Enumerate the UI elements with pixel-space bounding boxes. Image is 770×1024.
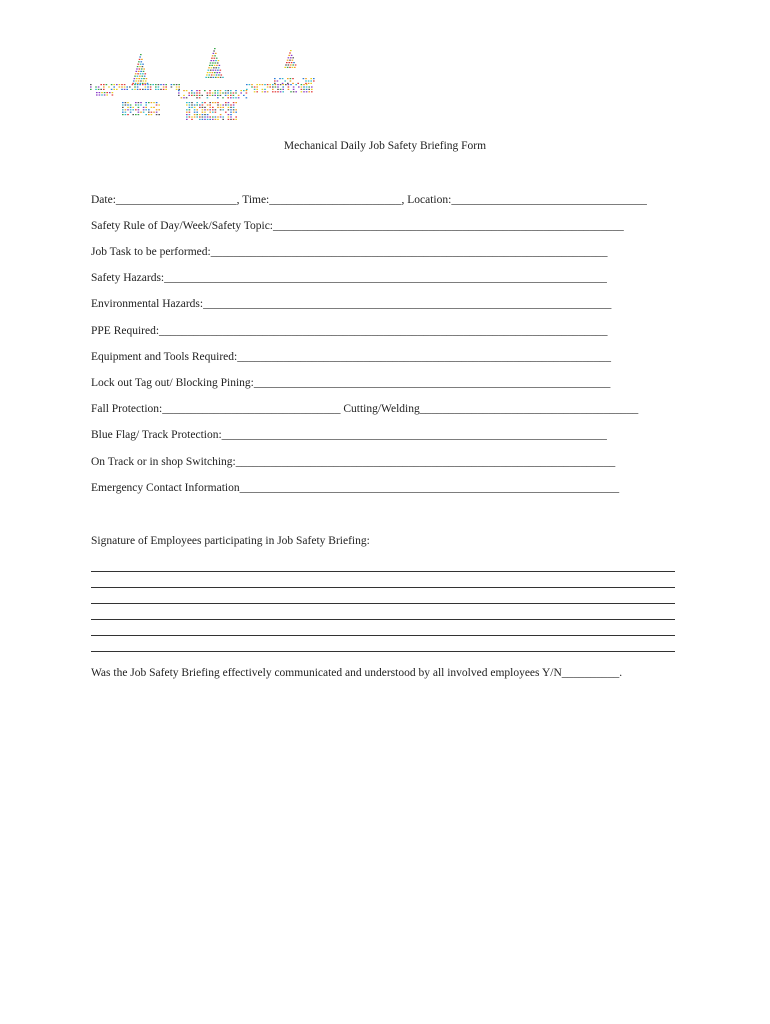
switching-field[interactable]: On Track or in shop Switching:__________________________________________________________________: [91, 456, 616, 468]
company-logo: [88, 44, 318, 126]
blue-flag-track-protection-field[interactable]: Blue Flag/ Track Protection:___________________________________________________________________: [91, 429, 607, 441]
signature-label: Signature of Employees participating in Job Safety Briefing:: [91, 535, 370, 547]
form-title: Mechanical Daily Job Safety Briefing Form: [283, 140, 487, 152]
safety-topic-field[interactable]: Safety Rule of Day/Week/Safety Topic:_____________________________________________________________: [91, 220, 624, 232]
emergency-contact-field[interactable]: Emergency Contact Information__________________________________________________________________: [91, 482, 620, 494]
job-task-field[interactable]: Job Task to be performed:_____________________________________________________________________: [91, 246, 608, 258]
closing-question[interactable]: Was the Job Safety Briefing effectively communicated and understood by all involved employees Y/N__________.: [91, 667, 623, 679]
signature-line[interactable]: [91, 635, 675, 636]
date-time-location-field[interactable]: Date:_____________________, Time:_______________________, Location:__________________________________: [91, 194, 647, 206]
lockout-tagout-field[interactable]: Lock out Tag out/ Blocking Pining:______________________________________________________________: [91, 377, 611, 389]
safety-hazards-field[interactable]: Safety Hazards:_____________________________________________________________________________: [91, 272, 607, 284]
signature-line[interactable]: [91, 603, 675, 604]
fall-protection-cutting-welding-field[interactable]: Fall Protection:_______________________________ Cutting/Welding______________________________________: [91, 403, 639, 415]
environmental-hazards-field[interactable]: Environmental Hazards:_______________________________________________________________________: [91, 298, 612, 310]
signature-line[interactable]: [91, 571, 675, 572]
signature-line[interactable]: [91, 619, 675, 620]
signature-line[interactable]: [91, 651, 675, 652]
ppe-required-field[interactable]: PPE Required:______________________________________________________________________________: [91, 325, 608, 337]
equipment-tools-field[interactable]: Equipment and Tools Required:_________________________________________________________________: [91, 351, 611, 363]
signature-line[interactable]: [91, 587, 675, 588]
